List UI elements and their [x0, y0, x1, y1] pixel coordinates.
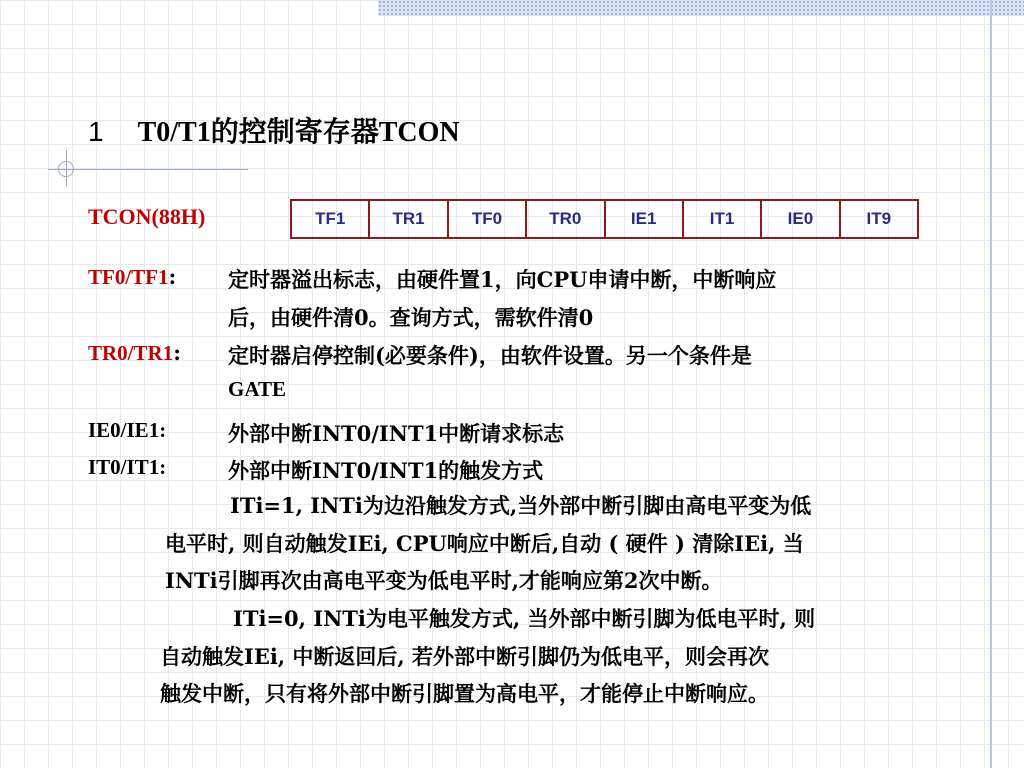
bit-cell: TR1	[369, 200, 447, 238]
ie-label: IE0/IE1:	[88, 418, 167, 442]
decorative-circle-icon	[58, 161, 74, 177]
level-trigger-line1: ITi=0, INTi为电平触发方式, 当外部中断引脚为低电平时, 则	[233, 606, 816, 631]
title-text: T0/T1的控制寄存器TCON	[137, 117, 460, 148]
bit-cell: IE1	[605, 200, 683, 238]
tr-label: TR0/TR1	[88, 341, 174, 365]
edge-trigger-line2: 电平时, 则自动触发IEi, CPU响应中断后,自动 ( 硬件 ) 清除IEi, 当	[165, 531, 804, 556]
decorative-horizontal-line	[48, 169, 248, 170]
edge-trigger-line3: INTi引脚再次由高电平变为低电平时,才能响应第2次中断。	[165, 568, 723, 593]
tcon-bit-table	[290, 199, 919, 239]
it-text: 外部中断INT0/INT1的触发方式	[228, 458, 544, 483]
tr-definition	[88, 340, 181, 366]
tf-text-line1: 定时器溢出标志，由硬件置1，向CPU申请中断，中断响应	[228, 267, 777, 292]
tf-colon: :	[168, 264, 177, 289]
tf-label: TF0/TF1	[88, 265, 169, 289]
tr-colon: :	[173, 340, 181, 365]
ie-text: 外部中断INT0/INT1中断请求标志	[228, 421, 565, 446]
section-number: 1	[88, 116, 104, 147]
bit-cell: TF1	[291, 200, 369, 238]
bit-cell: IT1	[683, 200, 761, 238]
bit-cell: IE0	[761, 200, 839, 238]
level-trigger-line2: 自动触发IEi, 中断返回后, 若外部中断引脚仍为低电平，则会再次	[160, 644, 770, 669]
tr-text-line1: 定时器启停控制(必要条件)，由软件设置。另一个条件是	[228, 343, 752, 368]
tf-text-line2: 后，由硬件清0。查询方式，需软件清0	[228, 305, 594, 330]
tf-definition	[88, 264, 176, 290]
bit-row	[291, 200, 918, 238]
decorative-vertical-line	[990, 0, 992, 768]
bit-cell: TF0	[448, 200, 526, 238]
tr-text-line2: GATE	[228, 377, 286, 401]
register-label: TCON(88H)	[88, 204, 206, 229]
level-trigger-line3: 触发中断，只有将外部中断引脚置为高电平，才能停止中断响应。	[160, 681, 769, 706]
edge-trigger-line1: ITi=1, INTi为边沿触发方式,当外部中断引脚由高电平变为低	[230, 493, 812, 518]
slide-title	[88, 110, 460, 150]
bit-cell: IT9	[840, 200, 918, 238]
decorative-header-bar	[378, 0, 1024, 16]
it-label: IT0/IT1:	[88, 455, 167, 479]
bit-cell: TR0	[526, 200, 604, 238]
